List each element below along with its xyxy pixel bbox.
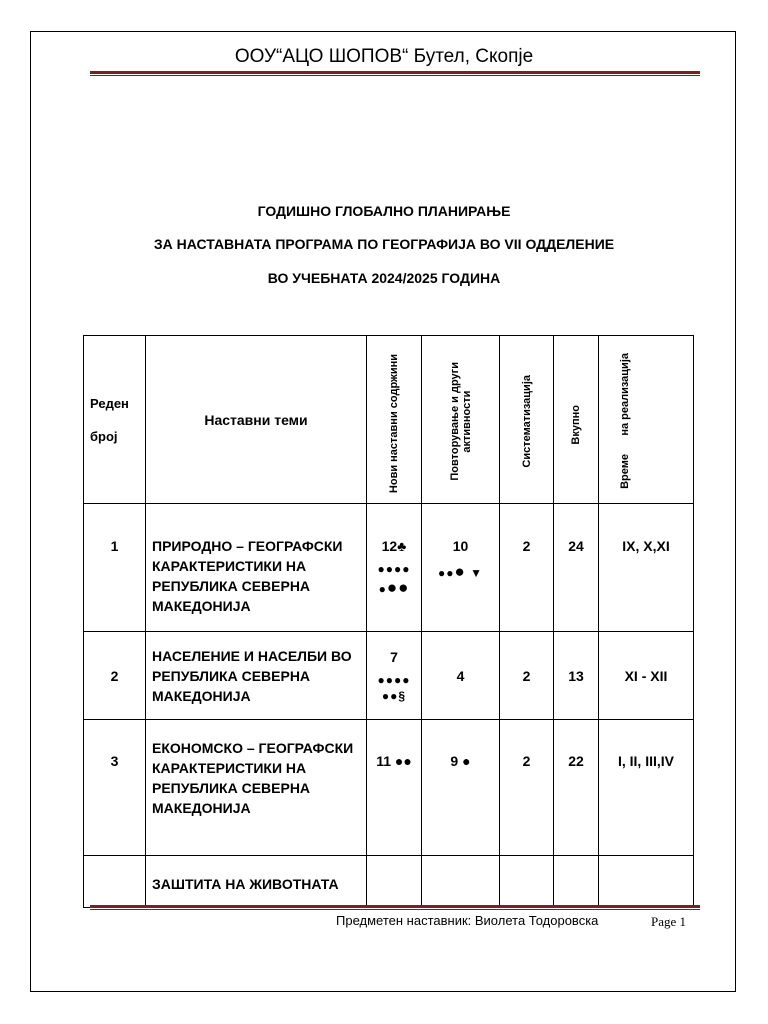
row4-sys <box>500 856 554 908</box>
header-repetition-line2: активности <box>460 390 473 453</box>
header-number <box>84 336 146 504</box>
row3-sys: 2 <box>500 720 554 856</box>
header-time-label: Време на реализација <box>619 353 631 489</box>
row3-number: 3 <box>84 720 146 856</box>
header-repetition-wrap <box>422 362 499 481</box>
school-header: ООУ“АЦО ШОПОВ“ Бутел, Скопје <box>234 46 534 67</box>
row2-time: XI - XII <box>599 632 694 720</box>
plan-table <box>83 335 694 908</box>
table-row <box>84 632 694 720</box>
header-repetition <box>422 336 500 504</box>
row2-new-mid: ●●●● <box>377 672 411 687</box>
row3-theme: ЕКОНОМСКО – ГЕОГРАФСКИ КАРАКТЕРИСТИКИ НА РЕПУБЛИКА СЕВЕРНА МАКЕДОНИЈА <box>146 720 367 856</box>
row2-sys: 2 <box>500 632 554 720</box>
row4-rep <box>422 856 500 908</box>
table-row <box>84 856 694 908</box>
row1-sys: 2 <box>500 504 554 632</box>
row1-rep-sym <box>422 562 499 582</box>
row2-total: 13 <box>554 632 599 720</box>
table-row <box>84 504 694 632</box>
row1-rep <box>422 504 500 632</box>
header-repetition-line1: Повторување и други <box>448 362 461 481</box>
header-time <box>599 336 694 504</box>
header-systematization <box>500 336 554 504</box>
doc-title-line3: ВО УЧЕБНАТА 2024/2025 ГОДИНА <box>267 270 501 286</box>
doc-title-line1: ГОДИШНО ГЛОБАЛНО ПЛАНИРАЊЕ <box>257 203 511 219</box>
row1-rep-sym-big: ● <box>454 562 466 581</box>
row4-number <box>84 856 146 908</box>
table-row <box>84 720 694 856</box>
row1-new-bot-big: ●● <box>386 578 410 597</box>
header-themes: Наставни теми <box>146 336 367 504</box>
row1-total: 24 <box>554 504 599 632</box>
header-total <box>554 336 599 504</box>
row1-new-mid: ●●●● <box>377 562 411 576</box>
table-header-row <box>84 336 694 504</box>
row3-rep: 9 ● <box>422 720 500 856</box>
row2-number: 2 <box>84 632 146 720</box>
header-number-line2: број <box>90 428 118 444</box>
row1-theme: ПРИРОДНО – ГЕОГРАФСКИ КАРАКТЕРИСТИКИ НА РЕПУБЛИКА СЕВЕРНА МАКЕДОНИЈА <box>146 504 367 632</box>
row2-new-bot: ●●§ <box>381 688 407 703</box>
doc-title-line2: ЗА НАСТАВНАТА ПРОГРАМА ПО ГЕОГРАФИЈА ВО VII ОДДЕЛЕНИЕ <box>153 236 615 252</box>
row3-new: 11 ●● <box>367 720 422 856</box>
row2-new-top: 7 <box>390 648 398 665</box>
header-rule <box>90 71 700 76</box>
header-number-line1: Реден <box>90 395 129 411</box>
row2-new <box>367 632 422 720</box>
footer-rule <box>90 905 700 910</box>
footer-teacher: Предметен наставник: Виолета Тодоровска <box>336 913 599 928</box>
row1-rep-sym-small: ●● <box>437 566 455 580</box>
row2-theme: НАСЕЛЕНИЕ И НАСЕЛБИ ВО РЕПУБЛИКА СЕВЕРНА МАКЕДОНИЈА <box>146 632 367 720</box>
row1-rep-top: 10 <box>452 538 469 554</box>
row3-time: I, II, III,IV <box>599 720 694 856</box>
row1-new-bot <box>367 578 421 598</box>
header-systematization-label: Систематизација <box>520 375 533 468</box>
row4-total <box>554 856 599 908</box>
row2-rep: 4 <box>422 632 500 720</box>
row1-time: IX, X,XI <box>599 504 694 632</box>
row4-new <box>367 856 422 908</box>
row1-new-top: 12♣ <box>381 538 407 554</box>
row1-rep-sym-tri: ▼ <box>470 566 483 580</box>
row1-new <box>367 504 422 632</box>
page-number: Page 1 <box>651 914 687 929</box>
row1-new-bot-small: ● <box>378 582 387 596</box>
header-total-label: Вкупно <box>570 405 582 445</box>
row1-number: 1 <box>84 504 146 632</box>
header-new-content-label: Нови наставни содржини <box>388 353 400 493</box>
row3-total: 22 <box>554 720 599 856</box>
row4-theme: ЗАШТИТА НА ЖИВОТНАТА <box>146 856 367 908</box>
row4-time <box>599 856 694 908</box>
header-new-content <box>367 336 422 504</box>
